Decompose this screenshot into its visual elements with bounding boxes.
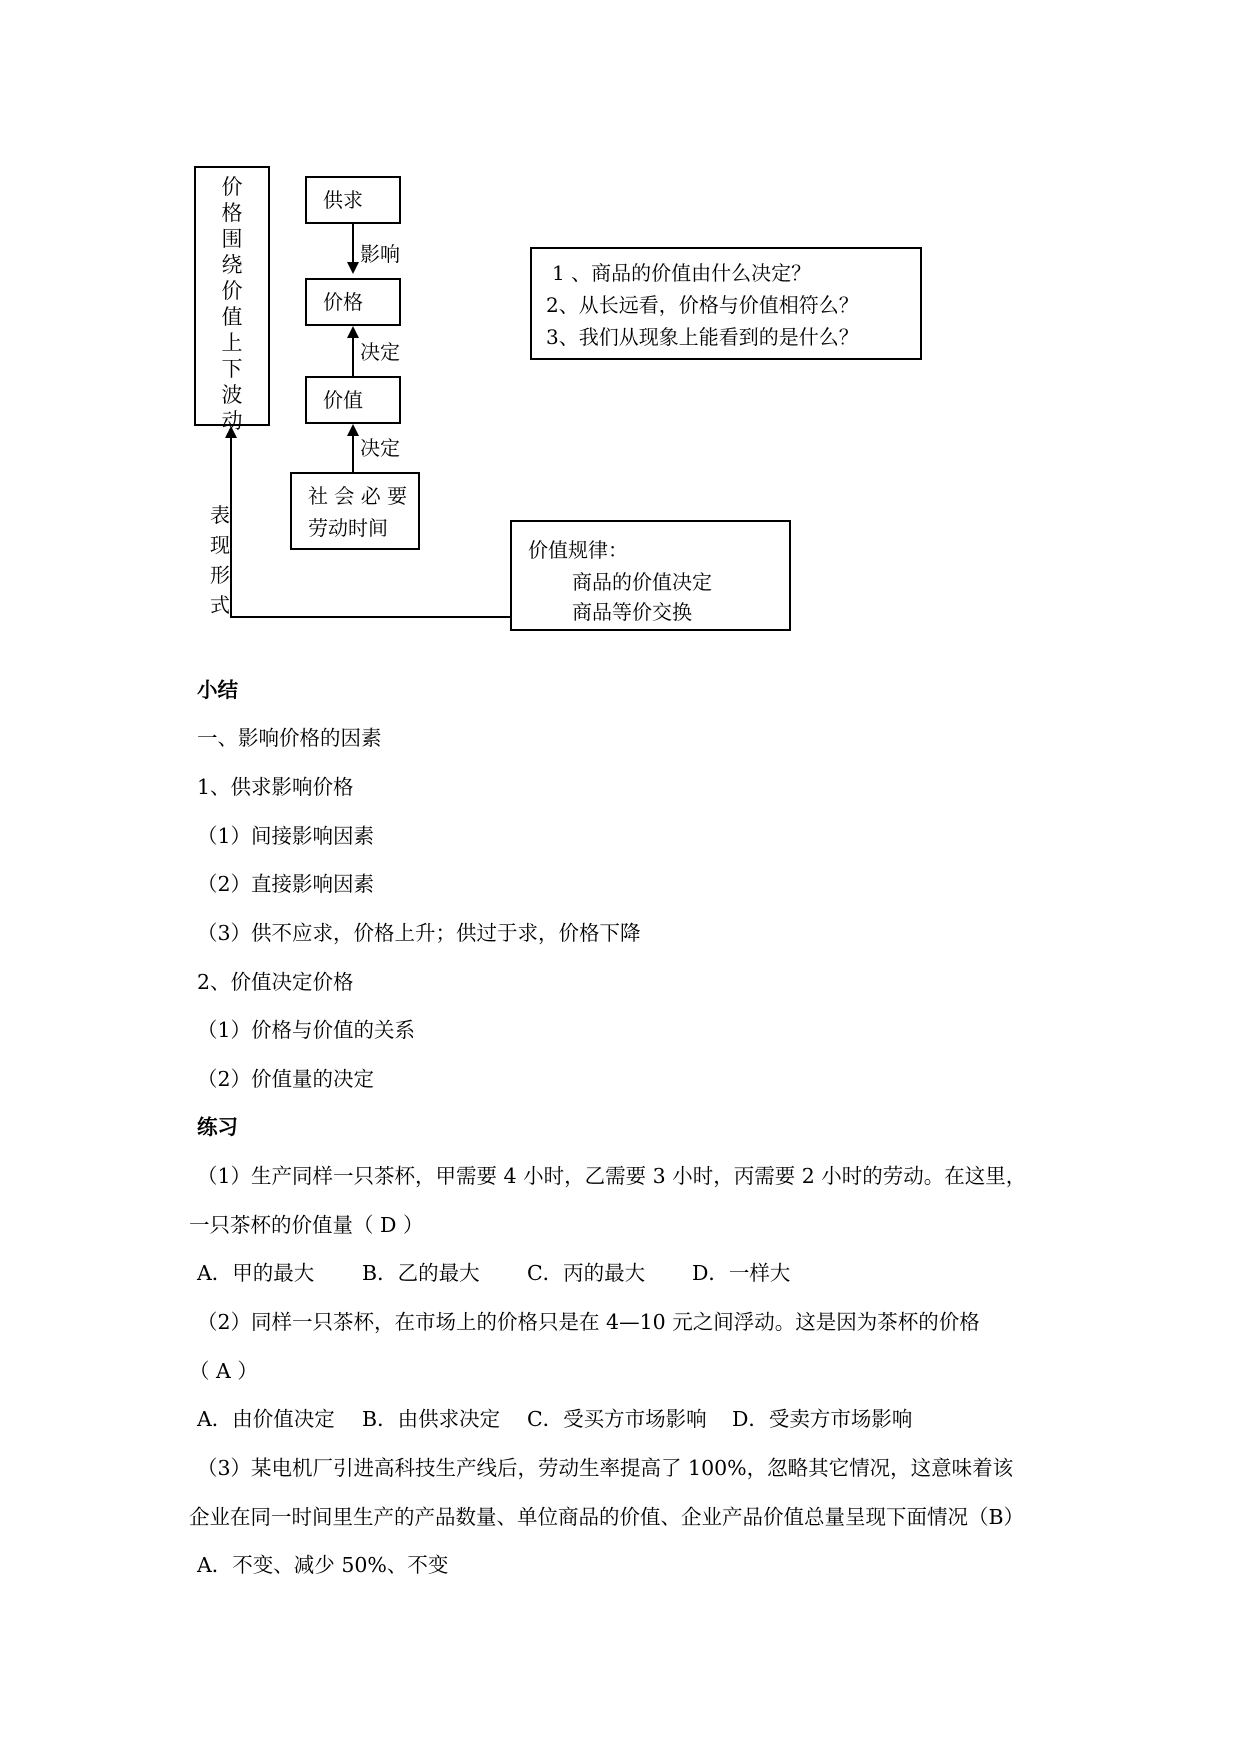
law-line-2: 商品等价交换 (572, 600, 692, 624)
summary-line: （2）价值量的决定 (197, 1067, 375, 1091)
question-2-line-2: （ A ） (189, 1359, 258, 1383)
decide-label-1: 决定 (360, 340, 400, 364)
influence-label: 影响 (360, 242, 400, 266)
question-1-option-d: D．一样大 (692, 1261, 791, 1285)
arrow-up-icon (225, 426, 237, 438)
law-title: 价值规律： (528, 538, 628, 562)
connector-horizontal (230, 616, 510, 618)
question-2-option-b: B．由供求决定 (362, 1407, 501, 1431)
question-1-line-2: 一只茶杯的价值量（ D ） (189, 1213, 424, 1237)
arrow-down-icon (347, 262, 359, 274)
summary-line: （1）间接影响因素 (197, 824, 375, 848)
expression-label: 表现形式 (210, 503, 230, 617)
arrow-decide-line-2 (352, 436, 354, 472)
price-label: 价格 (323, 290, 363, 314)
social-labor-time-line2: 劳动时间 (308, 516, 388, 540)
question-2-option-c: C．受买方市场影响 (527, 1407, 707, 1431)
decide-label-2: 决定 (360, 436, 400, 460)
arrow-influence-line (352, 224, 354, 264)
summary-line: 1、供求影响价格 (197, 775, 354, 799)
summary-line: 一、影响价格的因素 (197, 726, 382, 750)
question-2-option-d: D．受卖方市场影响 (732, 1407, 913, 1431)
summary-line: （3）供不应求，价格上升；供过于求，价格下降 (197, 921, 641, 945)
question-2-option-a: A．由价值决定 (197, 1407, 335, 1431)
question-1-option-b: B．乙的最大 (362, 1261, 480, 1285)
law-of-value-box (510, 520, 791, 631)
question-1-option-c: C．丙的最大 (527, 1261, 646, 1285)
question-1: 1 、商品的价值由什么决定？ (552, 261, 812, 285)
question-2: 2、从长远看，价格与价值相符么？ (546, 293, 859, 317)
practice-heading: 练习 (197, 1115, 238, 1139)
arrow-up-icon (347, 424, 359, 436)
supply-demand-label: 供求 (323, 188, 363, 212)
price-box (305, 278, 401, 326)
social-labor-time-line1: 社 会 必 要 (308, 484, 408, 508)
summary-line: 2、价值决定价格 (197, 970, 354, 994)
summary-heading: 小结 (197, 678, 238, 702)
summary-line: （2）直接影响因素 (197, 872, 375, 896)
social-labor-time-box (290, 472, 420, 550)
question-3-line-1: （3）某电机厂引进高科技生产线后，劳动生率提高了 100%，忽略其它情况，这意味着该 (197, 1456, 1014, 1480)
questions-box (530, 247, 922, 360)
supply-demand-box (305, 176, 401, 224)
question-2-line-1: （2）同样一只茶杯，在市场上的价格只是在 4—10 元之间浮动。这是因为茶杯的价格 (197, 1310, 980, 1334)
value-label: 价值 (323, 388, 363, 412)
arrow-up-icon (347, 326, 359, 338)
summary-line: （1）价格与价值的关系 (197, 1018, 416, 1042)
law-line-1: 商品的价值决定 (572, 570, 712, 594)
question-3: 3、我们从现象上能看到的是什么？ (546, 325, 859, 349)
price-fluctuation-box (194, 166, 270, 433)
arrow-decide-line-1 (352, 338, 354, 376)
question-3-option-a: A．不变、减少 50%、不变 (197, 1553, 449, 1577)
question-3-line-2: 企业在同一时间里生产的产品数量、单位商品的价值、企业产品价值总量呈现下面情况（B） (189, 1505, 1025, 1529)
question-1-option-a: A．甲的最大 (197, 1261, 315, 1285)
price-fluctuation-text: 价格围绕价值上下波动 (221, 175, 243, 433)
question-1-line-1: （1）生产同样一只茶杯，甲需要 4 小时，乙需要 3 小时，丙需要 2 小时的劳动。在这里， (197, 1164, 1027, 1188)
value-box (305, 376, 401, 424)
